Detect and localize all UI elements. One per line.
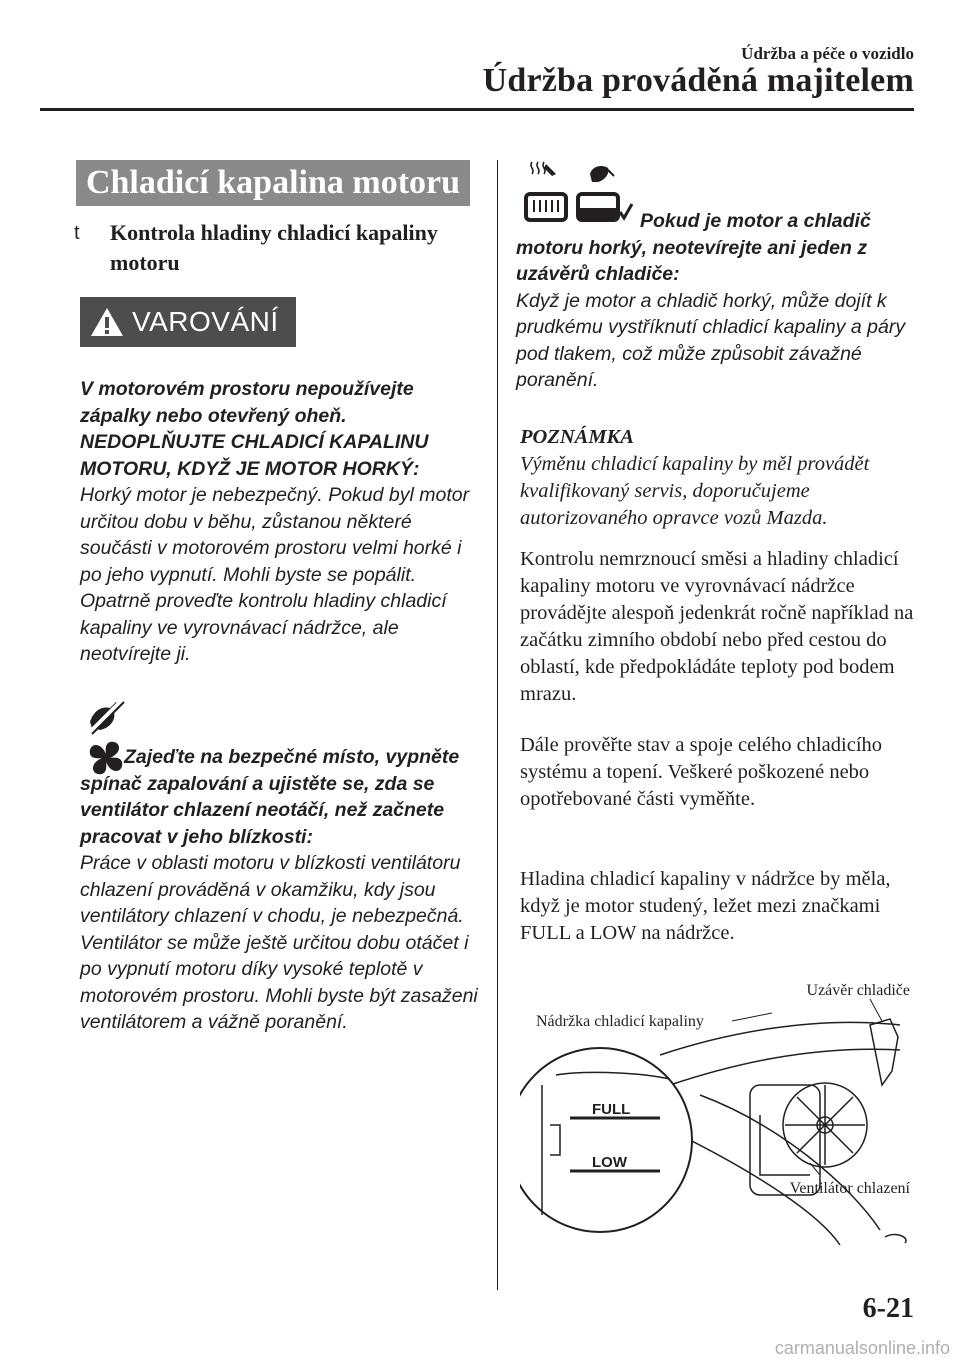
fan-label: Ventilátor chlazení (789, 1180, 910, 1197)
watermark: carmanualsonline.info (774, 1338, 950, 1358)
warning-block-fire (80, 376, 480, 668)
page-number: 6-21 (862, 1293, 914, 1324)
warning-block-radiator (516, 208, 916, 394)
subsection-heading (74, 218, 474, 278)
warning-heading: Zajeďte na bezpečné místo, vypněte spínač zapalování a ujistěte se, zda se ventilátor chlazení neotáčí, než začnete pracovat v jeho blízkosti: (80, 746, 460, 848)
warning-text: Horký motor je nebezpečný. Pokud byl motor určitou dobu v běhu, zůstanou některé součásti v motorovém prostoru velmi horké i po jeho vypnutí. Mohli byste se popálit. Opatrně proveďte kontrolu hladiny chladicí kapaliny ve vyrovnávací nádržce, ale neotvírejte ji. (80, 484, 470, 665)
column-divider (497, 160, 498, 1290)
low-mark-label: LOW (592, 1154, 627, 1171)
header-rule (40, 108, 914, 111)
warning-text: Když je motor a chladič horký, může dojít k prudkému vystříknutí chladicí kapaliny a páry pod tlakem, což může způsobit závažné poranění. (516, 289, 906, 391)
note-text: Výměnu chladicí kapaliny by měl provádět kvalifikovaný servis, doporučujeme autorizovaného opravce vozů Mazda. (520, 453, 870, 529)
cap-label: Uzávěr chladiče (806, 982, 910, 999)
warning-label: VAROVÁNÍ (132, 306, 279, 337)
subsection-title: Kontrola hladiny chladicí kapaliny motoru (110, 220, 438, 275)
warning-text: Práce v oblasti motoru v blízkosti ventilátoru chlazení prováděná v okamžiku, kdy jsou ventilátory chlazení v chodu, je nebezpečná. Ventilátor se může ještě určitou dobu otáčet i po vypnutí motoru díky vysoké teplotě v motorovém prostoru. Mohli byste být zasaženi ventilátorem a vážně poranění. (80, 852, 478, 1033)
body-paragraph: Dále prověřte stav a spoje celého chladicího systému a topení. Veškeré poškozené nebo opotřebované části vyměňte. (520, 734, 883, 810)
full-mark-label: FULL (592, 1101, 631, 1118)
note-title: POZNÁMKA (520, 426, 634, 448)
warning-heading: V motorovém prostoru nepoužívejte zápalky nebo otevřený oheň. (80, 378, 414, 427)
note-block (520, 424, 920, 532)
warning-heading: Pokud je motor a chladič motoru horký, neotevírejte ani jeden z uzávěrů chladiče: (516, 210, 871, 285)
coolant-reservoir-illustration (520, 975, 920, 1245)
body-paragraph: Hladina chladicí kapaliny v nádržce by měla, když je motor studený, ležet mezi značkami FULL a LOW na nádržce. (520, 868, 891, 944)
reservoir-label: Nádržka chladicí kapaliny (536, 1013, 704, 1030)
warning-triangle-icon (90, 307, 124, 337)
subsection-bullet: t (74, 222, 80, 244)
section-title: Chladicí kapalina motoru (76, 160, 470, 206)
warning-heading-caps: NEDOPLŇUJTE CHLADICÍ KAPALINU MOTORU, KDYŽ JE MOTOR HORKÝ: (80, 431, 429, 480)
body-paragraph: Kontrolu nemrznoucí směsi a hladiny chladicí kapaliny motoru ve vyrovnávací nádržce provádějte alespoň jedenkrát ročně například na začátku zimního období nebo před cestou do oblastí, kde předpokládáte teploty pod bodem mrazu. (520, 548, 914, 705)
running-header-title: Údržba prováděná majitelem (482, 62, 914, 99)
warning-badge (80, 297, 296, 347)
warning-block-fan (80, 744, 490, 1036)
running-header-section: Údržba a péče o vozidlo (741, 44, 914, 63)
